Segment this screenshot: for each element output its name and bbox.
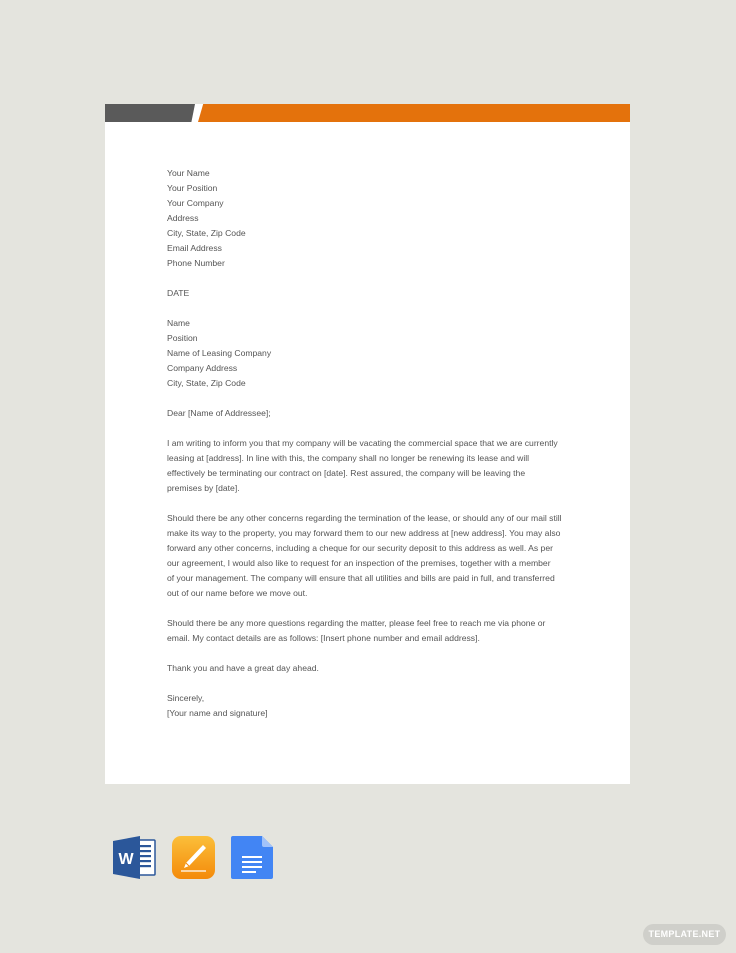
recipient-city: City, State, Zip Code — [167, 378, 246, 388]
paragraph-line: premises by [date]. — [167, 483, 240, 493]
sender-email: Email Address — [167, 243, 222, 253]
paragraph-line: I am writing to inform you that my company will be vacating the commercial space that we are currently — [167, 438, 558, 448]
recipient-company: Name of Leasing Company — [167, 348, 272, 358]
paragraph-line: out of our name before we move out. — [167, 588, 308, 598]
header-bar-grey — [105, 104, 195, 122]
salutation: Dear [Name of Addressee]; — [167, 408, 271, 418]
closing: Sincerely, — [167, 693, 205, 703]
recipient-block — [167, 316, 577, 391]
sender-block — [167, 166, 577, 271]
svg-text:W: W — [118, 851, 134, 868]
paragraph-line: make its way to the property, you may forward them to our new address at [new address]. You may also — [167, 528, 561, 538]
paragraph-line: Should there be any other concerns regarding the termination of the lease, or should any of our mail still — [167, 513, 562, 523]
paragraph-line: of your management. The company will ensure that all utilities and bills are paid in full, and transferred — [167, 573, 555, 583]
paragraph-1 — [167, 436, 577, 496]
sender-name: Your Name — [167, 168, 210, 178]
paragraph-line: email. My contact details are as follows: [Insert phone number and email address]. — [167, 633, 480, 643]
paragraph-line: leasing at [address]. In line with this, the company shall no longer be renewing its lease and will — [167, 453, 530, 463]
recipient-name: Name — [167, 318, 190, 328]
sender-position: Your Position — [167, 183, 218, 193]
paragraph-line: Should there be any more questions regarding the matter, please feel free to reach me via phone or — [167, 618, 546, 628]
recipient-position: Position — [167, 333, 198, 343]
recipient-address: Company Address — [167, 363, 238, 373]
sender-address: Address — [167, 213, 199, 223]
google-docs-icon[interactable] — [231, 836, 274, 879]
letter-page — [105, 104, 630, 784]
paragraph-3 — [167, 616, 577, 646]
header-bar-orange — [198, 104, 630, 122]
sender-city: City, State, Zip Code — [167, 228, 246, 238]
template-net-watermark[interactable]: TEMPLATE.NET — [643, 924, 726, 945]
letter-date: DATE — [167, 288, 190, 298]
paragraph-line: forward any other concerns, including a cheque for our security deposit to this address as well. As per — [167, 543, 553, 553]
paragraph-4: Thank you and have a great day ahead. — [167, 663, 319, 673]
signature: [Your name and signature] — [167, 708, 268, 718]
pages-icon[interactable] — [172, 836, 215, 879]
word-icon[interactable] — [113, 836, 156, 879]
sender-phone: Phone Number — [167, 258, 225, 268]
paragraph-line: effectively be terminating our contract on [date]. Rest assured, the company will be leaving the — [167, 468, 526, 478]
paragraph-line: our agreement, I would also like to request for an inspection of the premises, together with a member — [167, 558, 551, 568]
paragraph-2 — [167, 511, 577, 601]
letter-body — [167, 166, 577, 721]
sender-company: Your Company — [167, 198, 224, 208]
